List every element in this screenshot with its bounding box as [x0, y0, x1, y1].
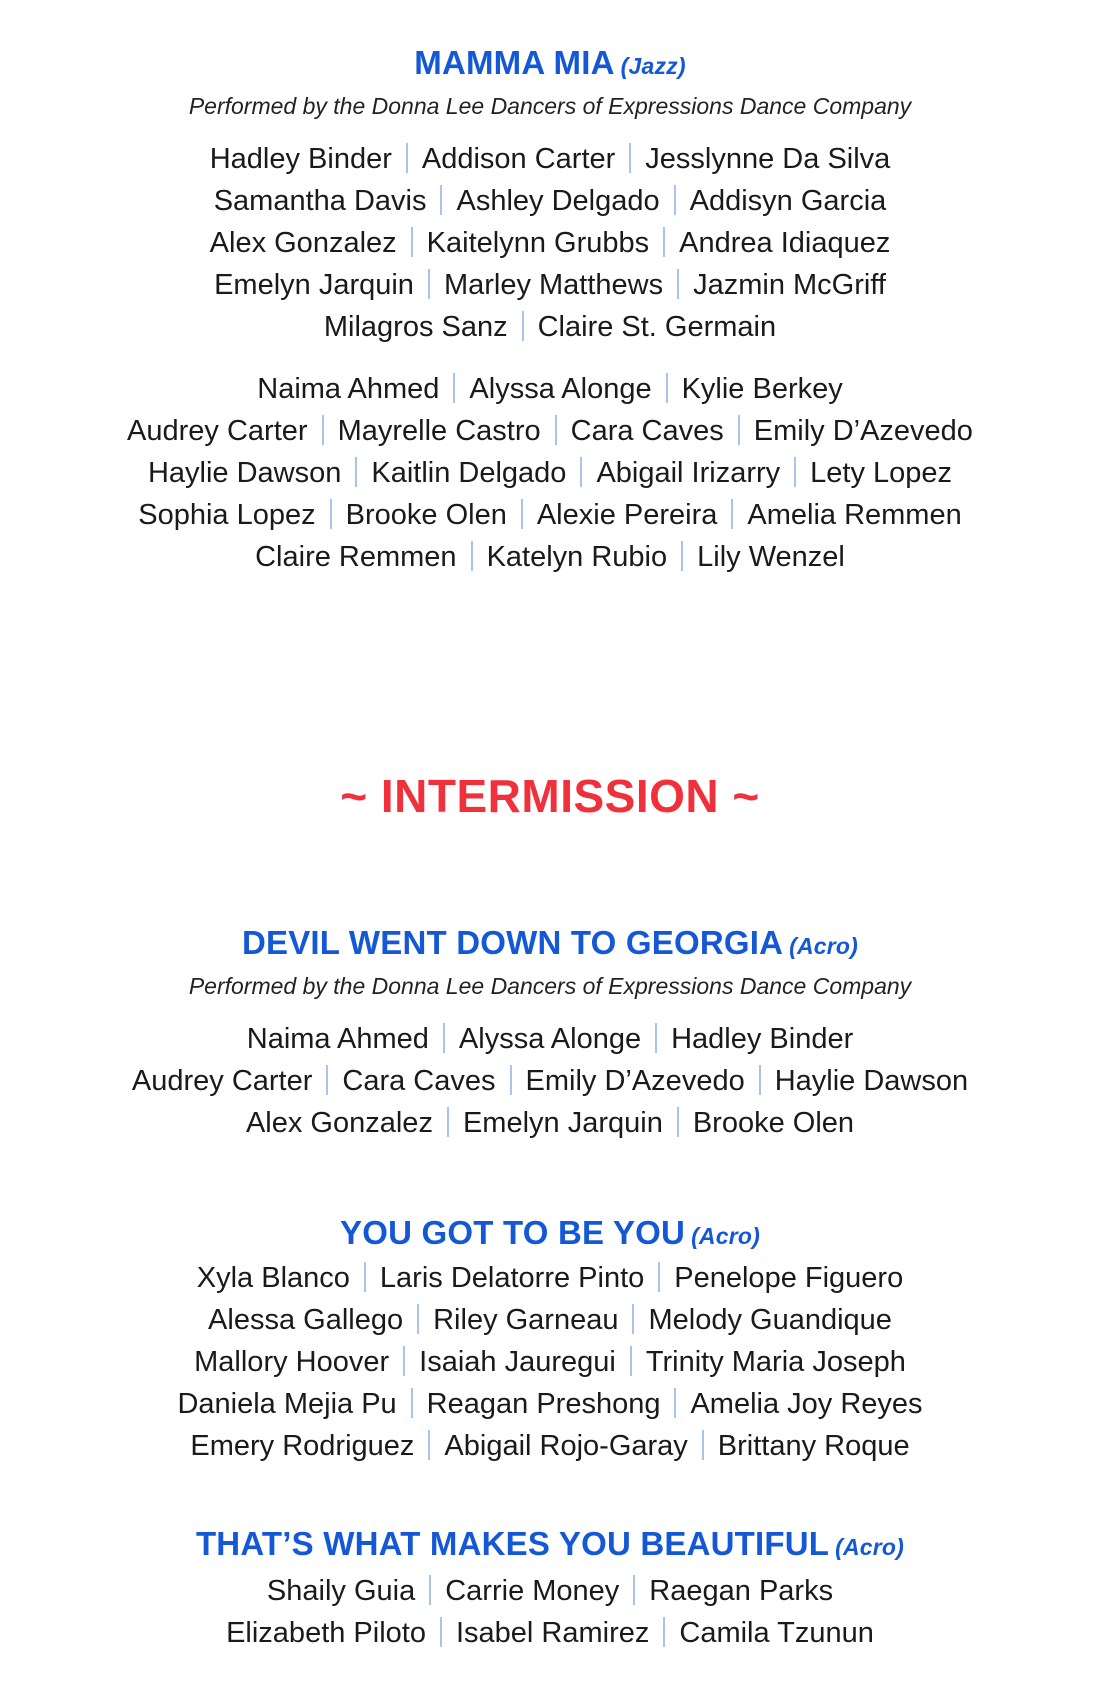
dancer-name: Audrey Carter [131, 1065, 313, 1097]
dancer-name: Penelope Figuero [674, 1262, 904, 1294]
performer-credit: Performed by the Donna Lee Dancers of Expressions Dance Company [188, 93, 912, 119]
name-separator [411, 1388, 413, 1418]
cast-line [0, 494, 1100, 536]
name-separator [355, 457, 357, 487]
dancer-name: Haylie Dawson [147, 457, 342, 489]
dancer-name: Naima Ahmed [257, 373, 440, 405]
dancer-name: Cara Caves [570, 415, 724, 447]
title-text: THAT’S WHAT MAKES YOU BEAUTIFUL [195, 1525, 830, 1562]
cast-list [0, 138, 1100, 348]
dancer-name: Addisyn Garcia [689, 185, 887, 217]
name-separator [630, 1346, 632, 1376]
cast-list [0, 368, 1100, 578]
name-separator [471, 541, 473, 571]
name-separator [417, 1304, 419, 1334]
name-separator [738, 415, 740, 445]
section-thats-what-makes-you-beautiful [0, 1525, 1100, 1654]
cast-line [0, 1612, 1100, 1654]
dancer-name: Samantha Davis [213, 185, 427, 217]
dancer-name: Xyla Blanco [196, 1262, 350, 1294]
cast-line [0, 1102, 1100, 1144]
dancer-name: Isaiah Jauregui [419, 1346, 616, 1378]
cast-line [0, 306, 1100, 348]
dancer-name: Alexie Pereira [536, 499, 718, 531]
dancer-name: Riley Garneau [433, 1304, 619, 1336]
dancer-name: Alyssa Alonge [458, 1023, 642, 1055]
intermission-heading [0, 769, 1100, 823]
name-separator [403, 1346, 405, 1376]
dancer-name: Kaitlin Delgado [371, 457, 567, 489]
dancer-name: Carrie Money [445, 1575, 620, 1607]
dancer-name: Cara Caves [342, 1065, 496, 1097]
dancer-name: Addison Carter [421, 143, 616, 175]
dancer-name: Jazmin McGriff [693, 269, 886, 301]
title-text: MAMMA MIA [414, 44, 615, 81]
dancer-name: Trinity Maria Joseph [645, 1346, 906, 1378]
dancer-name: Amelia Remmen [747, 499, 962, 531]
name-separator [655, 1023, 657, 1053]
name-separator [658, 1262, 660, 1292]
title-text: YOU GOT TO BE YOU [340, 1214, 686, 1251]
name-separator [510, 1065, 512, 1095]
dancer-name: Hadley Binder [209, 143, 392, 175]
name-separator [663, 1617, 665, 1647]
name-separator [429, 1575, 431, 1605]
section-devil-went-down-to-georgia [0, 924, 1100, 1144]
dancer-name: Claire St. Germain [537, 311, 777, 343]
name-separator [674, 185, 676, 215]
name-separator [326, 1065, 328, 1095]
name-separator [453, 373, 455, 403]
dancer-name: Abigail Irizarry [596, 457, 781, 489]
name-separator [555, 415, 557, 445]
dancer-name: Shaily Guia [266, 1575, 416, 1607]
dancer-name: Lily Wenzel [697, 541, 845, 573]
dancer-name: Laris Delatorre Pinto [379, 1262, 645, 1294]
dance-style: (Jazz) [620, 53, 686, 79]
dancer-name: Alex Gonzalez [245, 1107, 433, 1139]
dancer-name: Jesslynne Da Silva [645, 143, 891, 175]
cast-line [0, 1570, 1100, 1612]
cast-list [0, 1570, 1100, 1654]
dancer-name: Melody Guandique [648, 1304, 892, 1336]
intermission-text: ~ INTERMISSION ~ [340, 770, 760, 822]
name-separator [443, 1023, 445, 1053]
cast-line [0, 1341, 1100, 1383]
section-you-got-to-be-you [0, 1214, 1100, 1467]
cast-line [0, 1060, 1100, 1102]
dancer-name: Claire Remmen [255, 541, 457, 573]
dancer-name: Daniela Mejia Pu [177, 1388, 397, 1420]
name-separator [364, 1262, 366, 1292]
cast-line [0, 1425, 1100, 1467]
name-separator [411, 227, 413, 257]
cast-line [0, 1383, 1100, 1425]
section-title [0, 1525, 1100, 1566]
section-title [0, 924, 1100, 965]
cast-line [0, 452, 1100, 494]
dancer-name: Kaitelynn Grubbs [426, 227, 650, 259]
dancer-name: Emily D’Azevedo [525, 1065, 745, 1097]
dancer-name: Emelyn Jarquin [214, 269, 414, 301]
name-separator [629, 143, 631, 173]
dancer-name: Andrea Idiaquez [679, 227, 891, 259]
section-mamma-mia [0, 44, 1100, 578]
dancer-name: Ashley Delgado [456, 185, 660, 217]
cast-list [0, 1018, 1100, 1144]
cast-line [0, 138, 1100, 180]
name-separator [702, 1430, 704, 1460]
name-separator [440, 1617, 442, 1647]
name-separator [447, 1107, 449, 1137]
name-separator [677, 269, 679, 299]
dancer-name: Brooke Olen [345, 499, 507, 531]
name-separator [521, 499, 523, 529]
name-separator [666, 373, 668, 403]
name-separator [759, 1065, 761, 1095]
name-separator [440, 185, 442, 215]
name-separator [731, 499, 733, 529]
cast-line [0, 180, 1100, 222]
dancer-name: Mayrelle Castro [337, 415, 541, 447]
dancer-name: Emery Rodriguez [190, 1430, 415, 1462]
dancer-name: Raegan Parks [649, 1575, 834, 1607]
dancer-name: Isabel Ramirez [455, 1617, 650, 1649]
name-separator [663, 227, 665, 257]
cast-line [0, 1257, 1100, 1299]
dance-style: (Acro) [691, 1223, 760, 1249]
dancer-name: Amelia Joy Reyes [690, 1388, 923, 1420]
name-separator [428, 1430, 430, 1460]
name-separator [674, 1388, 676, 1418]
name-separator [428, 269, 430, 299]
name-separator [406, 143, 408, 173]
section-title [0, 1214, 1100, 1255]
dancer-name: Mallory Hoover [194, 1346, 390, 1378]
dancer-name: Emelyn Jarquin [462, 1107, 663, 1139]
dancer-name: Lety Lopez [810, 457, 953, 489]
dancer-name: Marley Matthews [443, 269, 664, 301]
name-separator [794, 457, 796, 487]
dancer-name: Camila Tzunun [679, 1617, 874, 1649]
dancer-name: Alex Gonzalez [209, 227, 397, 259]
cast-line [0, 1299, 1100, 1341]
dancer-name: Milagros Sanz [323, 311, 508, 343]
cast-line [0, 410, 1100, 452]
dancer-name: Audrey Carter [127, 415, 308, 447]
dancer-name: Reagan Preshong [426, 1388, 661, 1420]
name-separator [633, 1575, 635, 1605]
dancer-name: Abigail Rojo-Garay [444, 1430, 688, 1462]
cast-list [0, 1257, 1100, 1467]
cast-line [0, 1018, 1100, 1060]
dancer-name: Hadley Binder [671, 1023, 854, 1055]
performer-credit: Performed by the Donna Lee Dancers of Expressions Dance Company [188, 973, 912, 999]
cast-line [0, 368, 1100, 410]
name-separator [330, 499, 332, 529]
dancer-name: Alessa Gallego [208, 1304, 404, 1336]
dancer-name: Katelyn Rubio [486, 541, 668, 573]
dancer-name: Kylie Berkey [681, 373, 843, 405]
dancer-name: Haylie Dawson [774, 1065, 969, 1097]
dancer-name: Alyssa Alonge [469, 373, 652, 405]
name-separator [580, 457, 582, 487]
dance-style: (Acro) [789, 933, 859, 959]
name-separator [681, 541, 683, 571]
dance-style: (Acro) [835, 1534, 905, 1560]
name-separator [322, 415, 324, 445]
name-separator [677, 1107, 679, 1137]
section-title [0, 44, 1100, 85]
dancer-name: Elizabeth Piloto [226, 1617, 426, 1649]
name-separator [632, 1304, 634, 1334]
cast-line [0, 222, 1100, 264]
dancer-name: Sophia Lopez [138, 499, 316, 531]
dancer-name: Brittany Roque [717, 1430, 910, 1462]
cast-line [0, 264, 1100, 306]
dancer-name: Brooke Olen [692, 1107, 855, 1139]
title-text: DEVIL WENT DOWN TO GEORGIA [241, 924, 784, 961]
dancer-name: Emily D’Azevedo [753, 415, 973, 447]
name-separator [522, 311, 524, 341]
cast-line [0, 536, 1100, 578]
dancer-name: Naima Ahmed [246, 1023, 429, 1055]
